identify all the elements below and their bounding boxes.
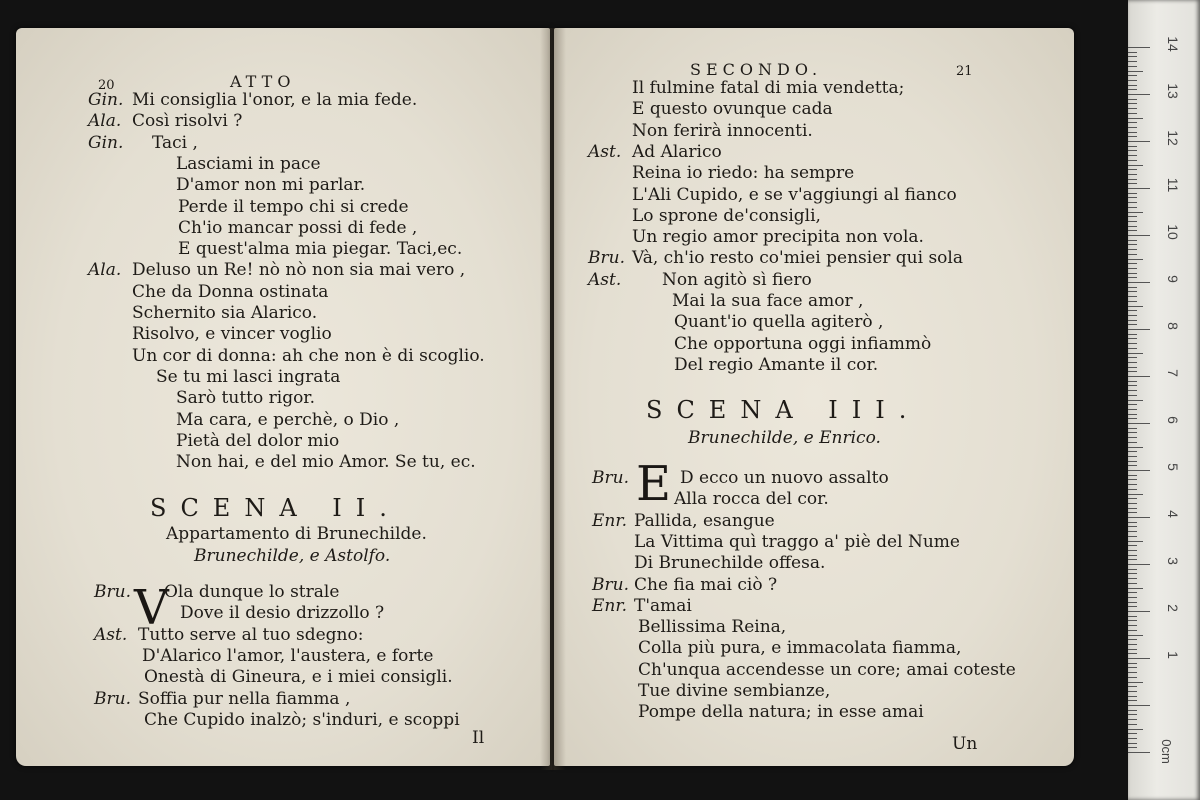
scene-characters: Brunechilde, e Enrico. xyxy=(688,428,881,448)
ruler-tick xyxy=(1128,56,1137,57)
open-book xyxy=(16,28,1076,770)
ruler-tick xyxy=(1128,667,1137,668)
speaker-label: Gin. xyxy=(88,132,124,153)
ruler-tick xyxy=(1128,479,1137,480)
ruler-number: 4 xyxy=(1165,510,1181,518)
ruler-tick xyxy=(1128,103,1137,104)
ruler-tick xyxy=(1128,254,1137,255)
ruler-tick xyxy=(1128,287,1137,288)
verse-line: Che fia mai ciò ? xyxy=(634,574,778,595)
ruler-number: 14 xyxy=(1165,36,1181,52)
ruler-tick xyxy=(1128,682,1143,683)
ruler-tick xyxy=(1128,663,1137,664)
ruler-tick xyxy=(1128,66,1137,67)
speaker-label: Bru. xyxy=(588,248,625,269)
book-gutter xyxy=(540,28,566,770)
drop-cap: E xyxy=(636,456,672,512)
ruler-tick xyxy=(1128,122,1137,123)
ruler-tick xyxy=(1128,531,1137,532)
ruler-tick xyxy=(1128,282,1150,283)
ruler-tick xyxy=(1128,639,1137,640)
verse-line: Bellissima Reina, xyxy=(638,617,787,638)
speaker-label: Bru. xyxy=(592,468,629,488)
verse-line: Del regio Amante il cor. xyxy=(674,354,879,375)
ruler-tick xyxy=(1128,616,1137,617)
ruler-tick xyxy=(1128,343,1137,344)
verse-line: Che opportuna oggi infiammò xyxy=(674,333,932,354)
verse-line: Dove il desio drizzollo ? xyxy=(180,603,385,624)
ruler-tick xyxy=(1128,470,1150,471)
verse-line: Onestà di Gineura, e i miei consigli. xyxy=(144,667,453,688)
ruler-number: 13 xyxy=(1165,83,1181,99)
ruler-tick xyxy=(1128,348,1137,349)
ruler-tick xyxy=(1128,696,1137,697)
ruler-tick xyxy=(1128,658,1150,659)
ruler-tick xyxy=(1128,597,1137,598)
verse-line: Mi consiglia l'onor, e la mia fede. xyxy=(132,90,418,110)
ruler-tick xyxy=(1128,71,1143,72)
ruler-tick xyxy=(1128,653,1137,654)
ruler-tick xyxy=(1128,583,1137,584)
verse-line: D'amor non mi parlar. xyxy=(176,175,366,196)
ruler-tick xyxy=(1128,47,1150,48)
ruler-number: 3 xyxy=(1165,557,1181,565)
ruler-tick xyxy=(1128,371,1137,372)
verse-line: Non agitò sì fiero xyxy=(662,269,812,290)
ruler-tick xyxy=(1128,80,1137,81)
ruler-tick xyxy=(1128,625,1137,626)
ruler-number: 1 xyxy=(1165,651,1181,659)
ruler-tick xyxy=(1128,395,1137,396)
ruler-tick xyxy=(1128,249,1137,250)
left-page xyxy=(16,28,550,766)
drop-cap: V xyxy=(134,580,169,636)
ruler-tick xyxy=(1128,414,1137,415)
ruler-tick xyxy=(1128,367,1137,368)
ruler-tick xyxy=(1128,338,1137,339)
ruler-tick xyxy=(1128,747,1137,748)
ruler-tick xyxy=(1128,357,1137,358)
ruler-tick xyxy=(1128,743,1137,744)
verse-line: Sarò tutto rigor. xyxy=(176,388,315,409)
ruler-tick xyxy=(1128,259,1143,260)
speaker-label: Bru. xyxy=(592,574,629,595)
verse-line: Colla più pura, e immacolata fiamma, xyxy=(638,638,962,659)
verse-line: T'amai xyxy=(634,595,692,616)
ruler-tick xyxy=(1128,400,1143,401)
ruler-tick xyxy=(1128,738,1137,739)
ruler-tick xyxy=(1128,724,1137,725)
ruler-tick xyxy=(1128,752,1150,753)
verse-line: D'Alarico l'amor, l'austera, e forte xyxy=(142,645,434,666)
ruler-tick xyxy=(1128,409,1137,410)
ruler-tick xyxy=(1128,494,1143,495)
verse-line: L'Ali Cupido, e se v'aggiungi al fianco xyxy=(632,184,957,205)
ruler-tick xyxy=(1128,442,1137,443)
ruler-tick xyxy=(1128,564,1150,565)
speaker-label: Ala. xyxy=(88,111,122,132)
ruler-tick xyxy=(1128,61,1137,62)
ruler-tick xyxy=(1128,447,1143,448)
ruler-tick xyxy=(1128,193,1137,194)
ruler-tick xyxy=(1128,381,1137,382)
ruler-tick xyxy=(1128,423,1150,424)
ruler-tick xyxy=(1128,517,1150,518)
ruler-number: 11 xyxy=(1165,177,1181,193)
ruler-tick xyxy=(1128,240,1137,241)
ruler-tick xyxy=(1128,705,1150,706)
ruler-tick xyxy=(1128,541,1143,542)
ruler-unit: 0cm xyxy=(1158,739,1174,764)
ruler-tick xyxy=(1128,94,1150,95)
ruler-tick xyxy=(1128,390,1137,391)
verse-line: Ad Alarico xyxy=(632,141,722,162)
ruler-number: 7 xyxy=(1165,369,1181,377)
ruler-tick xyxy=(1128,649,1137,650)
ruler-tick xyxy=(1128,578,1137,579)
ruler-tick xyxy=(1128,216,1137,217)
ruler-tick xyxy=(1128,611,1150,612)
ruler-tick xyxy=(1128,169,1137,170)
catchword: Un xyxy=(952,734,978,754)
ruler-tick xyxy=(1128,230,1137,231)
ruler-tick xyxy=(1128,221,1137,222)
speaker-label: Gin. xyxy=(88,90,124,110)
verse-line: Pompe della natura; in esse amai xyxy=(638,702,924,723)
ruler-tick xyxy=(1128,588,1143,589)
verse-line: Ma cara, e perchè, o Dio , xyxy=(176,409,400,430)
ruler-tick xyxy=(1128,127,1137,128)
ruler-tick xyxy=(1128,132,1137,133)
ruler-tick xyxy=(1128,484,1137,485)
verse-line: Mai la sua face amor , xyxy=(672,291,864,311)
ruler-tick xyxy=(1128,89,1137,90)
ruler-tick xyxy=(1128,512,1137,513)
ruler-tick xyxy=(1128,353,1143,354)
verse-line: Pietà del dolor mio xyxy=(176,430,340,451)
verse-line: Ch'unqua accendesse un core; amai coteste xyxy=(638,659,1016,680)
verse-line: Quant'io quella agiterò , xyxy=(674,312,884,333)
ruler-tick xyxy=(1128,315,1137,316)
ruler-tick xyxy=(1128,165,1143,166)
speaker-label: Ast. xyxy=(588,269,622,290)
ruler-tick xyxy=(1128,212,1143,213)
verse-line: Và, ch'io resto co'miei pensier qui sola xyxy=(632,248,963,269)
ruler-tick xyxy=(1128,179,1137,180)
ruler-number: 10 xyxy=(1165,224,1181,240)
ruler-tick xyxy=(1128,526,1137,527)
ruler-tick xyxy=(1128,85,1137,86)
speaker-label: Bru. xyxy=(94,688,131,709)
ruler-tick xyxy=(1128,606,1137,607)
verse-line: Così risolvi ? xyxy=(132,111,243,132)
ruler-tick xyxy=(1128,263,1137,264)
ruler-tick xyxy=(1128,555,1137,556)
page-number: 20 xyxy=(98,78,115,93)
ruler-number: 12 xyxy=(1165,130,1181,146)
ruler-tick xyxy=(1128,273,1137,274)
ruler-tick xyxy=(1128,719,1137,720)
ruler-tick xyxy=(1128,376,1150,377)
ruler-tick xyxy=(1128,465,1137,466)
verse-line: Se tu mi lasci ingrata xyxy=(156,366,341,387)
ruler-tick xyxy=(1128,160,1137,161)
verse-line: Che Cupido inalzò; s'induri, e scoppi xyxy=(144,709,460,730)
verse-line: Taci , xyxy=(152,132,198,153)
ruler-tick xyxy=(1128,700,1137,701)
ruler-tick xyxy=(1128,136,1137,137)
verse-line: Il fulmine fatal di mia vendetta; xyxy=(632,78,905,98)
verse-line: Pallida, esangue xyxy=(634,510,775,531)
ruler-tick xyxy=(1128,146,1137,147)
ruler-tick xyxy=(1128,362,1137,363)
ruler-tick xyxy=(1128,244,1137,245)
ruler-tick xyxy=(1128,677,1137,678)
ruler-tick xyxy=(1128,545,1137,546)
verse-line: Non hai, e del mio Amor. Se tu, ec. xyxy=(176,452,476,473)
ruler-tick xyxy=(1128,320,1137,321)
scene-title: SCENA II. xyxy=(150,494,401,522)
speaker-label: Ala. xyxy=(88,260,122,281)
ruler-tick xyxy=(1128,418,1137,419)
verse-line: Tue divine sembianze, xyxy=(638,681,831,701)
ruler-tick xyxy=(1128,301,1137,302)
ruler-tick xyxy=(1128,310,1137,311)
scene-characters: Brunechilde, e Astolfo. xyxy=(194,546,391,566)
right-page xyxy=(554,28,1074,766)
speaker-label: Ast. xyxy=(588,141,622,162)
scene-title: SCENA III. xyxy=(646,396,921,424)
ruler-tick xyxy=(1128,118,1143,119)
ruler-tick xyxy=(1128,733,1137,734)
ruler-tick xyxy=(1128,630,1137,631)
ruler-number: 9 xyxy=(1165,275,1181,283)
ruler-tick xyxy=(1128,461,1137,462)
ruler-tick xyxy=(1128,437,1137,438)
ruler-number: 6 xyxy=(1165,416,1181,424)
verse-line: Che da Donna ostinata xyxy=(132,281,329,302)
ruler-tick xyxy=(1128,324,1137,325)
catchword: Il xyxy=(472,728,485,748)
ruler-tick xyxy=(1128,489,1137,490)
ruler-tick xyxy=(1128,108,1137,109)
speaker-label: Enr. xyxy=(592,510,628,531)
scene-setting: Appartamento di Brunechilde. xyxy=(166,524,427,544)
speaker-label: Enr. xyxy=(592,595,628,616)
ruler-tick xyxy=(1128,710,1137,711)
verse-line: Di Brunechilde offesa. xyxy=(634,553,826,574)
ruler-tick xyxy=(1128,235,1150,236)
verse-line: Non ferirà innocenti. xyxy=(632,120,813,141)
ruler-tick xyxy=(1128,451,1137,452)
ruler-tick xyxy=(1128,672,1137,673)
verse-line: D ecco un nuovo assalto xyxy=(680,468,889,488)
ruler-tick xyxy=(1128,197,1137,198)
ruler-tick xyxy=(1128,714,1137,715)
verse-line: Risolvo, e vincer voglio xyxy=(132,324,332,345)
verse-line: Soffia pur nella fiamma , xyxy=(138,688,351,709)
verse-line: Tutto serve al tuo sdegno: xyxy=(138,624,364,645)
ruler-tick xyxy=(1128,75,1137,76)
ruler-tick xyxy=(1128,550,1137,551)
verse-line: Lo sprone de'consigli, xyxy=(632,205,821,226)
ruler-tick xyxy=(1128,183,1137,184)
ruler-tick xyxy=(1128,226,1137,227)
ruler-tick xyxy=(1128,113,1137,114)
verse-line: Schernito sia Alarico. xyxy=(132,303,318,323)
ruler-number: 5 xyxy=(1165,463,1181,471)
ruler-tick xyxy=(1128,536,1137,537)
ruler-tick xyxy=(1128,52,1137,53)
running-head: SECONDO. xyxy=(690,60,823,79)
verse-line: La Vittima quì traggo a' piè del Nume xyxy=(634,531,960,552)
ruler-tick xyxy=(1128,296,1137,297)
ruler-tick xyxy=(1128,202,1137,203)
ruler-tick xyxy=(1128,691,1137,692)
ruler-tick xyxy=(1128,475,1137,476)
ruler-tick xyxy=(1128,503,1137,504)
ruler-tick xyxy=(1128,334,1137,335)
verse-line: Ola dunque lo strale xyxy=(164,582,340,602)
ruler-number: 2 xyxy=(1165,604,1181,612)
ruler-tick xyxy=(1128,329,1150,330)
verse-line: Un regio amor precipita non vola. xyxy=(632,227,924,248)
verse-line: Lasciami in pace xyxy=(176,153,321,174)
ruler-tick xyxy=(1128,268,1137,269)
verse-line: Deluso un Re! nò nò non sia mai vero , xyxy=(132,260,466,281)
verse-line: Ch'io mancar possi di fede , xyxy=(178,217,418,238)
verse-line: Alla rocca del cor. xyxy=(674,489,829,510)
ruler-tick xyxy=(1128,207,1137,208)
ruler-tick xyxy=(1128,432,1137,433)
ruler-tick xyxy=(1128,277,1137,278)
ruler-tick xyxy=(1128,569,1137,570)
ruler-tick xyxy=(1128,522,1137,523)
verse-line: Perde il tempo chi si crede xyxy=(178,196,409,217)
verse-line: E questo ovunque cada xyxy=(632,99,833,120)
ruler-tick xyxy=(1128,456,1137,457)
ruler-tick xyxy=(1128,620,1137,621)
ruler-tick xyxy=(1128,559,1137,560)
speaker-label: Ast. xyxy=(94,624,128,645)
ruler-tick xyxy=(1128,188,1150,189)
verse-line: E quest'alma mia piegar. Taci,ec. xyxy=(178,239,463,260)
running-head: ATTO xyxy=(230,72,296,91)
speaker-label: Bru. xyxy=(94,582,131,602)
verse-line: Reina io riedo: ha sempre xyxy=(632,163,855,184)
ruler-tick xyxy=(1128,150,1137,151)
page-number: 21 xyxy=(956,64,973,79)
ruler-tick xyxy=(1128,498,1137,499)
ruler-tick xyxy=(1128,306,1143,307)
ruler-tick xyxy=(1128,428,1137,429)
ruler-tick xyxy=(1128,99,1137,100)
ruler-number: 8 xyxy=(1165,322,1181,330)
ruler-tick xyxy=(1128,174,1137,175)
ruler-tick xyxy=(1128,573,1137,574)
ruler-tick xyxy=(1128,508,1137,509)
ruler-tick xyxy=(1128,404,1137,405)
ruler-tick xyxy=(1128,155,1137,156)
verse-line: Un cor di donna: ah che non è di scoglio. xyxy=(132,345,485,366)
ruler-tick xyxy=(1128,686,1137,687)
ruler-tick xyxy=(1128,644,1137,645)
ruler-tick xyxy=(1128,729,1143,730)
ruler-tick xyxy=(1128,291,1137,292)
ruler-tick xyxy=(1128,635,1143,636)
ruler-tick xyxy=(1128,602,1137,603)
ruler-tick xyxy=(1128,592,1137,593)
measuring-ruler xyxy=(1128,0,1200,800)
ruler-tick xyxy=(1128,141,1150,142)
ruler-tick xyxy=(1128,385,1137,386)
